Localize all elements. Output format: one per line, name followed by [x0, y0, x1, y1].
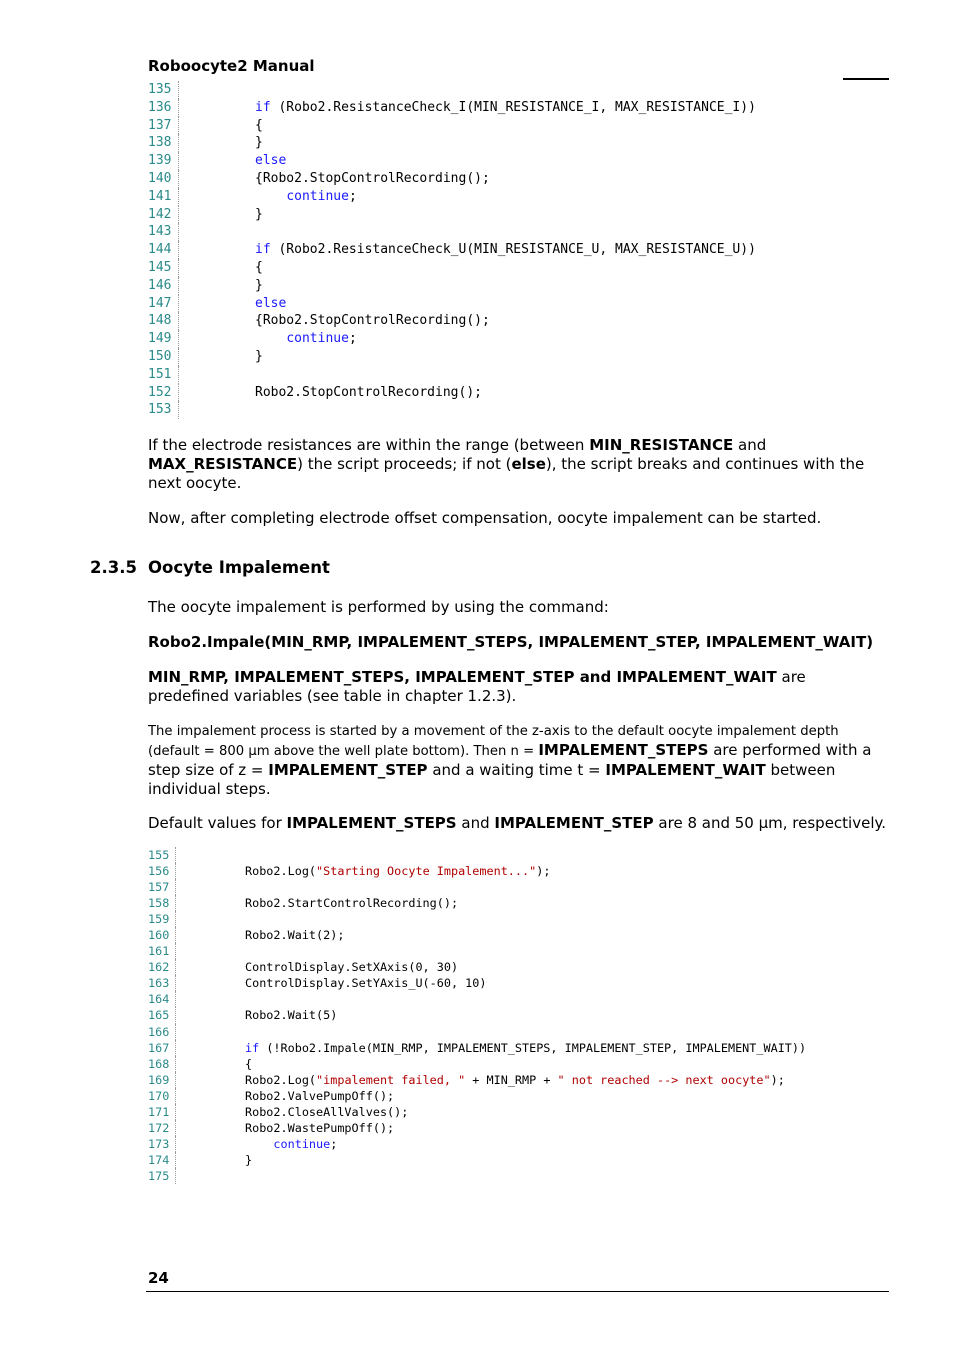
code-line: [148, 277, 263, 295]
paragraph-predefined-variables: [148, 668, 889, 706]
gutter-separator: [175, 1168, 176, 1184]
code-line: [148, 1056, 253, 1072]
code-line: [148, 170, 490, 188]
code-text: [255, 134, 263, 152]
code-token: [255, 331, 286, 346]
code-line: [148, 943, 174, 959]
keyword-token: continue: [286, 188, 349, 204]
text-run: ) the script proceeds; if not (: [297, 455, 512, 473]
line-number: 165: [148, 1008, 170, 1023]
code-line: [148, 1072, 785, 1088]
code-token: ControlDisplay.SetXAxis(0, 30): [245, 960, 459, 975]
keyword-token: else: [255, 153, 287, 169]
gutter-separator: [178, 277, 179, 295]
code-text: [245, 1136, 337, 1152]
line-number: 167: [148, 1040, 170, 1055]
gutter-separator: [178, 330, 179, 348]
line-number: 170: [148, 1088, 170, 1103]
code-text: [255, 206, 263, 224]
gutter-separator: [175, 1088, 176, 1104]
code-line: [148, 152, 287, 170]
code-text: [245, 1152, 252, 1168]
code-text: [245, 1088, 394, 1104]
line-number: 149: [148, 331, 172, 347]
code-token: {: [245, 1056, 253, 1071]
gutter-separator: [178, 295, 179, 313]
code-text: [255, 99, 756, 117]
code-token: Robo2.Log(: [245, 864, 317, 879]
code-token: [245, 1137, 273, 1151]
code-text: [245, 895, 458, 911]
gutter-separator: [178, 152, 179, 170]
code-token: }: [245, 1152, 253, 1167]
code-text: [245, 1056, 252, 1072]
paragraph-default-values: [148, 814, 889, 833]
line-number: 141: [148, 188, 172, 204]
paragraph-impalement-intro: The oocyte impalement is performed by using the command:: [148, 598, 609, 616]
code-text: [245, 1120, 394, 1136]
code-token: Robo2.StartControlRecording();: [245, 896, 459, 911]
gutter-separator: [175, 879, 176, 895]
paragraph-resistance-range: [148, 436, 889, 493]
code-token: Robo2.Wait(5): [245, 1008, 338, 1023]
gutter-separator: [178, 188, 179, 206]
code-line: [148, 959, 459, 975]
code-token: Robo2.Wait(2);: [245, 928, 345, 943]
footer-rule: [146, 1291, 889, 1292]
bold-run: IMPALEMENT_STEP: [268, 761, 428, 779]
line-number: 162: [148, 960, 170, 975]
code-line: [148, 401, 176, 419]
text-run: and: [456, 814, 495, 832]
gutter-separator: [178, 206, 179, 224]
keyword-token: continue: [286, 331, 349, 347]
gutter-separator: [178, 223, 179, 241]
gutter-separator: [175, 1056, 176, 1072]
code-line: [148, 384, 482, 402]
gutter-separator: [178, 170, 179, 188]
gutter-separator: [178, 348, 179, 366]
gutter-separator: [178, 401, 179, 419]
text-run: ), the script breaks and continues with the next oocyte.: [148, 455, 865, 492]
code-token: ;: [348, 331, 357, 347]
line-number: 139: [148, 153, 172, 169]
code-line: [148, 1040, 807, 1056]
code-text: [255, 312, 490, 330]
keyword-token: if: [255, 242, 271, 258]
line-number: 156: [148, 864, 170, 879]
code-text: [255, 170, 490, 188]
line-number: 138: [148, 135, 172, 151]
line-number: 153: [148, 402, 172, 418]
bold-run: IMPALEMENT_STEP: [494, 814, 654, 832]
code-line: [148, 223, 176, 241]
code-token: ;: [348, 188, 357, 204]
code-token: }: [255, 348, 263, 364]
code-token: (Robo2.ResistanceCheck_U(MIN_RESISTANCE_U, MAX_RESISTANCE_U)): [270, 242, 756, 258]
line-number: 151: [148, 366, 172, 382]
gutter-separator: [175, 991, 176, 1007]
code-text: [255, 259, 263, 277]
line-number: 171: [148, 1104, 170, 1119]
paragraph-impalement-process: [148, 721, 889, 799]
line-number: 169: [148, 1072, 170, 1087]
gutter-separator: [178, 366, 179, 384]
code-token: {Robo2.StopControlRecording();: [255, 170, 490, 186]
code-line: [148, 1136, 338, 1152]
gutter-separator: [175, 863, 176, 879]
gutter-separator: [178, 259, 179, 277]
gutter-separator: [175, 927, 176, 943]
code-listing-resistance-check: [148, 81, 756, 419]
bold-run: IMPALEMENT_STEPS: [286, 814, 457, 832]
line-number: 172: [148, 1120, 170, 1135]
text-run: between individual steps.: [148, 761, 836, 798]
gutter-separator: [175, 1152, 176, 1168]
gutter-separator: [175, 1007, 176, 1023]
text-run: and: [733, 436, 767, 454]
line-number: 135: [148, 82, 172, 97]
code-text: [255, 330, 357, 348]
gutter-separator: [175, 1120, 176, 1136]
code-text: [245, 975, 486, 991]
code-line: [148, 1024, 174, 1040]
code-line: [148, 879, 174, 895]
section-title: Oocyte Impalement: [148, 558, 330, 577]
gutter-separator: [178, 134, 179, 152]
code-token: {: [255, 117, 263, 133]
gutter-separator: [178, 81, 179, 99]
code-line: [148, 1152, 253, 1168]
gutter-separator: [178, 384, 179, 402]
keyword-token: continue: [273, 1136, 331, 1151]
page-number: 24: [148, 1269, 169, 1287]
code-token: );: [536, 864, 551, 879]
line-number: 163: [148, 976, 170, 991]
code-line: [148, 134, 263, 152]
line-number: 155: [148, 848, 170, 862]
code-line: [148, 1007, 338, 1023]
code-token: ;: [330, 1136, 338, 1151]
gutter-separator: [178, 241, 179, 259]
bold-run: MAX_RESISTANCE: [148, 455, 298, 473]
code-line: [148, 911, 174, 927]
gutter-separator: [175, 895, 176, 911]
bold-run: IMPALEMENT_WAIT: [605, 761, 766, 779]
code-text: [255, 117, 263, 135]
code-token: + MIN_RMP +: [465, 1072, 558, 1087]
gutter-separator: [175, 911, 176, 927]
line-number: 166: [148, 1024, 170, 1039]
code-token: ControlDisplay.SetYAxis_U(-60, 10): [245, 976, 487, 991]
gutter-separator: [178, 312, 179, 330]
text-run: and a waiting time t =: [427, 761, 606, 779]
line-number: 173: [148, 1136, 170, 1151]
code-line: [148, 847, 174, 863]
code-line: [148, 1088, 395, 1104]
line-number: 150: [148, 348, 172, 364]
code-text: [245, 1072, 785, 1088]
line-number: 175: [148, 1168, 170, 1183]
line-number: 148: [148, 313, 172, 329]
code-line: [148, 99, 756, 117]
code-line: [148, 241, 756, 259]
code-token: [255, 189, 286, 204]
code-listing-impalement: [148, 847, 807, 1184]
code-token: (!Robo2.Impale(MIN_RMP, IMPALEMENT_STEPS, IMPALEMENT_STEP, IMPALEMENT_WAIT)): [259, 1040, 807, 1055]
code-line: [148, 295, 287, 313]
text-run: Default values for: [148, 814, 287, 832]
line-number: 174: [148, 1152, 170, 1167]
code-token: (Robo2.ResistanceCheck_I(MIN_RESISTANCE_I, MAX_RESISTANCE_I)): [270, 99, 756, 115]
code-line: [148, 348, 263, 366]
code-line: [148, 259, 263, 277]
code-line: [148, 81, 176, 99]
text-run: If the electrode resistances are within the range (between: [148, 436, 590, 454]
line-number: 158: [148, 896, 170, 911]
code-token: {Robo2.StopControlRecording();: [255, 313, 490, 329]
text-run: The impalement process is started by a movement of the z-axis to the default oocyte impalement depth (default = 800 µm above the well plate bottom). Then n =: [148, 724, 839, 759]
code-text: [255, 348, 263, 366]
line-number: 142: [148, 206, 172, 222]
code-text: [245, 863, 550, 879]
code-line: [148, 991, 174, 1007]
line-number: 160: [148, 928, 170, 943]
line-number: 145: [148, 259, 172, 275]
line-number: 161: [148, 944, 170, 959]
section-number: 2.3.5: [90, 558, 137, 577]
line-number: 159: [148, 912, 170, 927]
line-number: 147: [148, 295, 172, 311]
code-line: [148, 117, 263, 135]
gutter-separator: [175, 1072, 176, 1088]
code-token: Robo2.ValvePumpOff();: [245, 1088, 395, 1103]
string-token: " not reached --> next oocyte": [557, 1072, 771, 1087]
code-token: Robo2.CloseAllValves();: [245, 1104, 409, 1119]
code-token: }: [255, 206, 263, 222]
code-token: Robo2.WastePumpOff();: [245, 1120, 395, 1135]
gutter-separator: [175, 847, 176, 863]
code-line: [148, 1104, 409, 1120]
manual-title: Roboocyte2 Manual: [148, 57, 315, 75]
keyword-token: if: [255, 99, 271, 115]
code-line: [148, 1168, 174, 1184]
code-line: [148, 188, 357, 206]
keyword-token: if: [245, 1040, 260, 1055]
gutter-separator: [178, 99, 179, 117]
code-line: [148, 975, 487, 991]
code-token: }: [255, 277, 263, 293]
code-token: {: [255, 259, 263, 275]
line-number: 140: [148, 170, 172, 186]
paragraph-offset-complete: Now, after completing electrode offset compensation, oocyte impalement can be started.: [148, 509, 822, 527]
code-text: [255, 188, 357, 206]
line-number: 137: [148, 117, 172, 133]
code-token: Robo2.Log(: [245, 1072, 317, 1087]
code-line: [148, 927, 345, 943]
code-token: }: [255, 135, 263, 151]
code-text: [255, 384, 482, 402]
code-token: Robo2.StopControlRecording();: [255, 384, 482, 400]
code-line: [148, 366, 176, 384]
string-token: "impalement failed, ": [316, 1072, 466, 1087]
bold-run: MIN_RMP, IMPALEMENT_STEPS, IMPALEMENT_STEP and IMPALEMENT_WAIT: [148, 668, 777, 686]
string-token: "Starting Oocyte Impalement...": [316, 864, 537, 879]
code-text: [245, 927, 344, 943]
line-number: 136: [148, 99, 172, 115]
text-run: are performed with a step size of z =: [148, 741, 872, 779]
code-line: [148, 312, 490, 330]
gutter-separator: [175, 975, 176, 991]
page-header: [148, 56, 889, 76]
code-text: [255, 152, 286, 170]
code-text: [245, 959, 458, 975]
code-line: [148, 206, 263, 224]
code-text: [245, 1007, 337, 1023]
code-line: [148, 895, 459, 911]
header-rule: [843, 78, 889, 80]
gutter-separator: [175, 1024, 176, 1040]
gutter-separator: [175, 959, 176, 975]
code-text: [255, 295, 286, 313]
gutter-separator: [178, 117, 179, 135]
bold-run: else: [511, 455, 546, 473]
line-number: 143: [148, 224, 172, 240]
code-line: [148, 863, 551, 879]
gutter-separator: [175, 1104, 176, 1120]
line-number: 168: [148, 1056, 170, 1071]
text-run: are predefined variables (see table in chapter 1.2.3).: [148, 668, 806, 705]
keyword-token: else: [255, 295, 287, 311]
code-text: [245, 1104, 408, 1120]
section-heading: [90, 557, 330, 579]
line-number: 164: [148, 992, 170, 1007]
line-number: 157: [148, 880, 170, 895]
bold-run: IMPALEMENT_STEPS: [538, 741, 709, 759]
text-run: are 8 and 50 µm, respectively.: [653, 814, 887, 832]
code-text: [255, 277, 263, 295]
bold-run: MIN_RESISTANCE: [589, 436, 734, 454]
gutter-separator: [175, 1040, 176, 1056]
code-line: [148, 330, 357, 348]
gutter-separator: [175, 943, 176, 959]
line-number: 152: [148, 384, 172, 400]
code-token: );: [770, 1072, 785, 1087]
line-number: 144: [148, 242, 172, 258]
code-line: [148, 1120, 395, 1136]
code-text: [245, 1040, 806, 1056]
code-text: [255, 241, 756, 259]
impale-command: Robo2.Impale(MIN_RMP, IMPALEMENT_STEPS, IMPALEMENT_STEP, IMPALEMENT_WAIT): [148, 633, 874, 651]
gutter-separator: [175, 1136, 176, 1152]
line-number: 146: [148, 277, 172, 293]
